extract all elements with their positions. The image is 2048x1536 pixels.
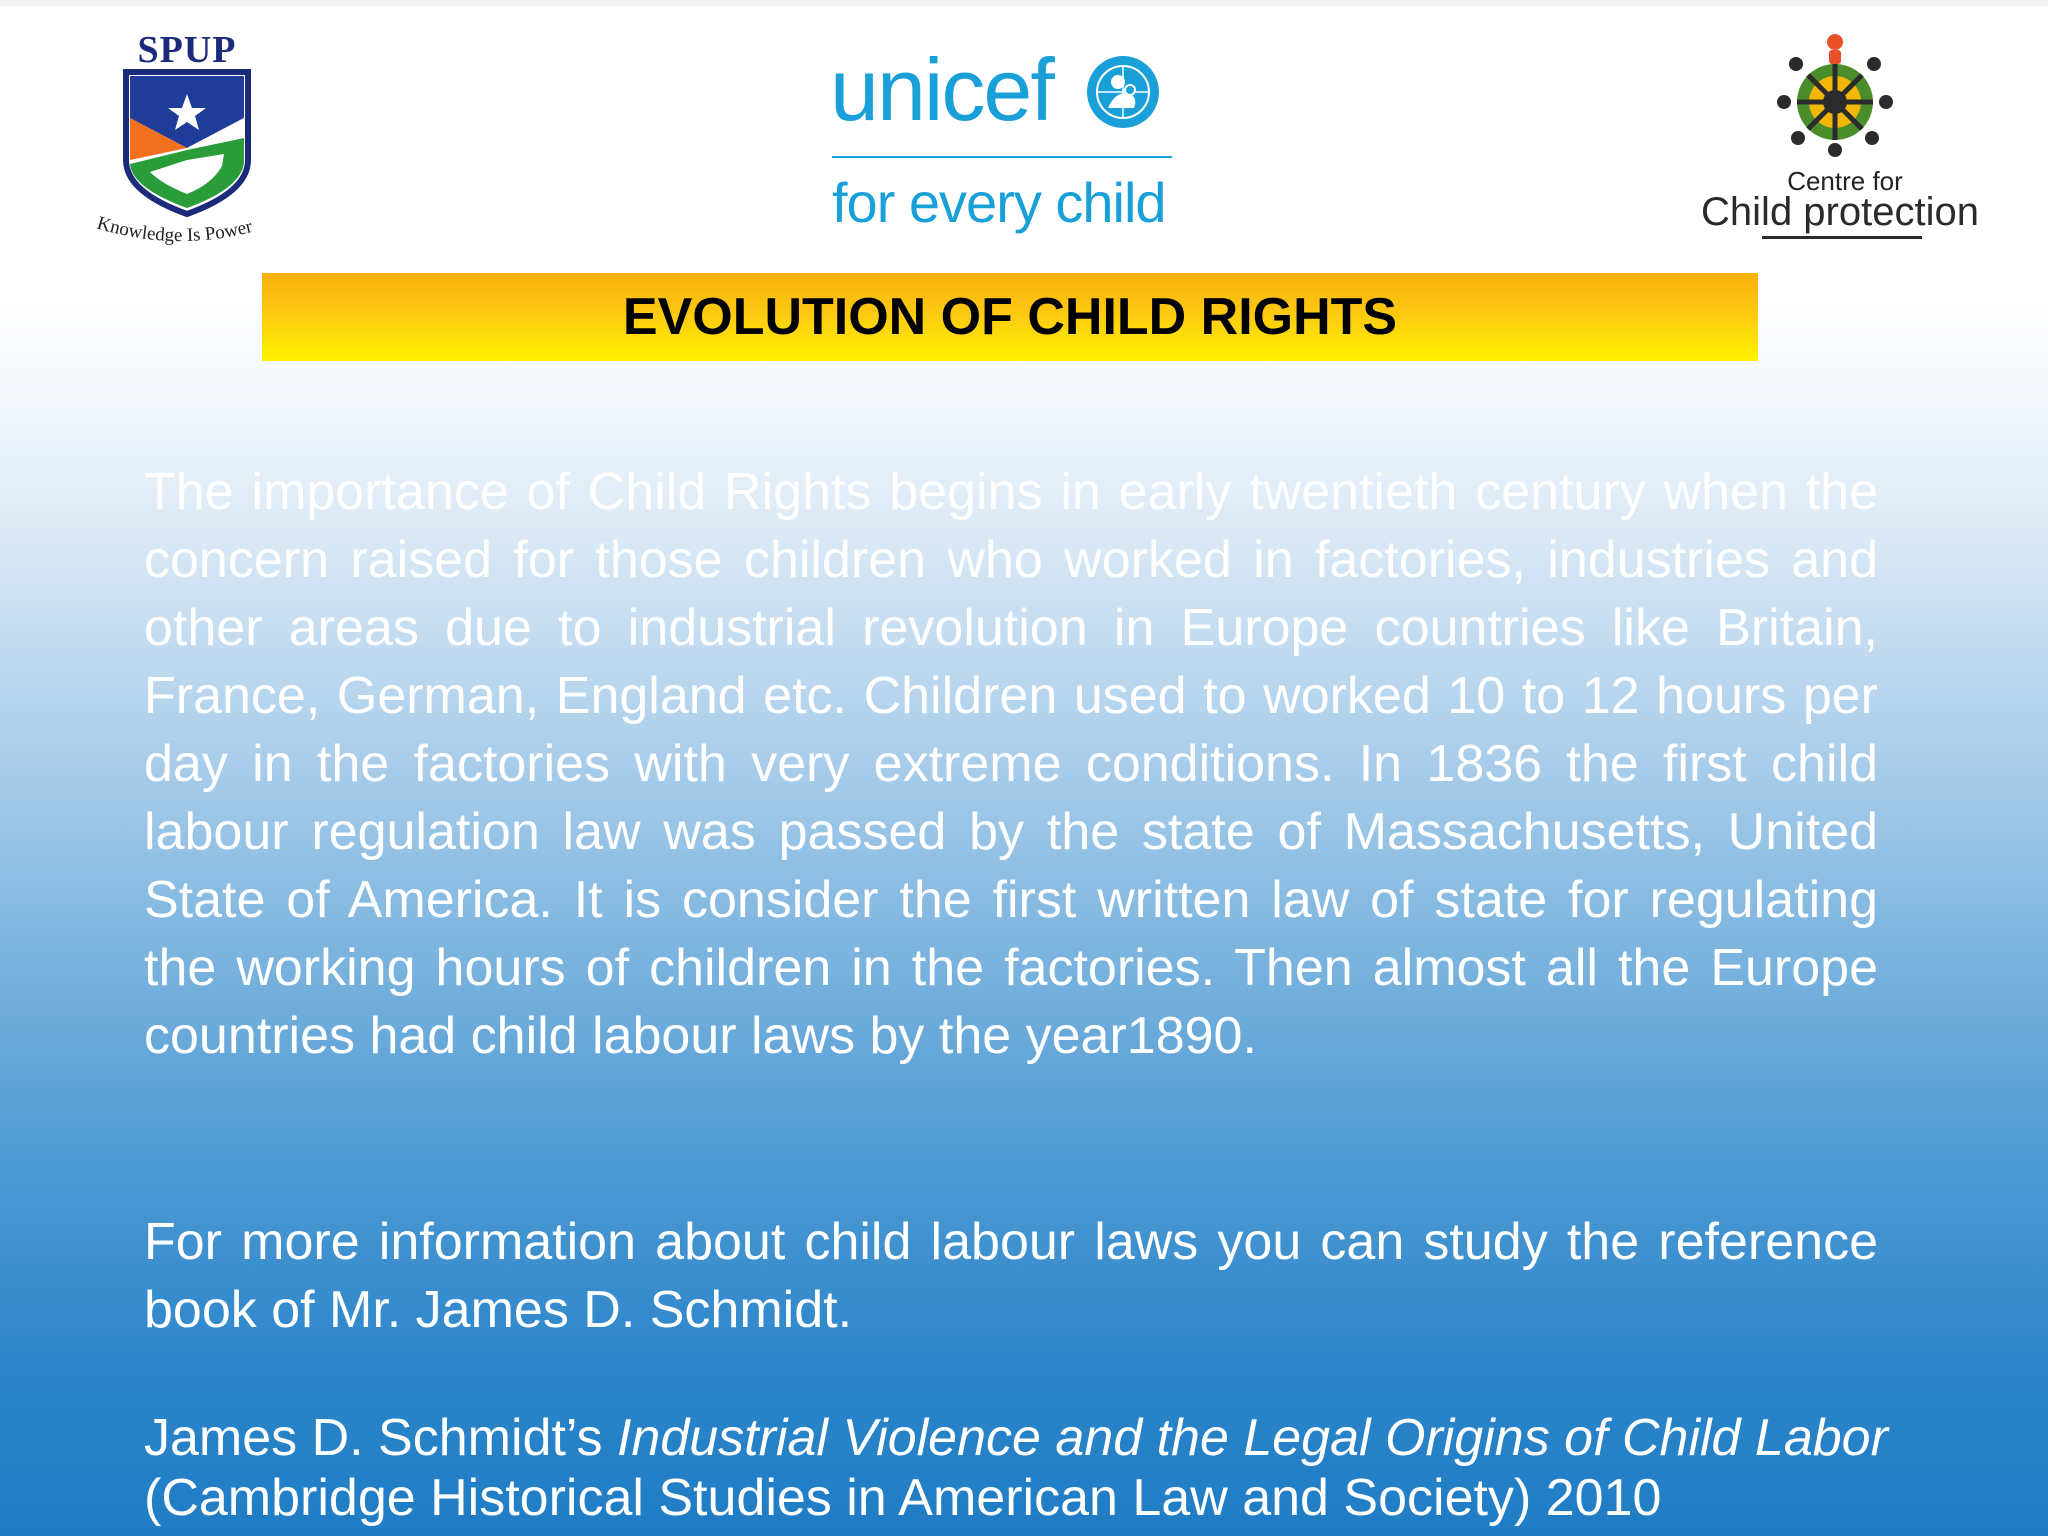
main-paragraph: The importance of Child Rights begins in early twentieth century when the concern raised for those children who worked in factories, industries and other areas due to industrial revolution in Europe countries like Britain, France, German, England etc. Children used to worked 10 to 12 hours per day in the factories with very extreme conditions. In 1836 the first child labour regulation law was passed by the state of Massachusetts, United State of America. It is consider the first written law of state for regulating the working hours of children in the factories. Then almost all the Europe countries had child labour laws by the year1890.: [144, 463, 1878, 1065]
spup-logo-title: SPUP: [137, 29, 237, 71]
reference-series: (Cambridge Historical Studies in American Law and Society) 2010: [144, 1469, 1662, 1527]
child-protection-line2: Child protection: [1701, 190, 1979, 234]
svg-text:Knowledge Is Power: Knowledge Is Power: [94, 216, 255, 247]
child-protection-logo: [1690, 30, 1980, 240]
top-strip: [0, 0, 2048, 6]
title-banner: [262, 273, 1758, 361]
child-protection-underline: [1762, 236, 1922, 239]
page-title: EVOLUTION OF CHILD RIGHTS: [622, 288, 1398, 346]
unicef-divider: [832, 156, 1172, 158]
spup-logo: [92, 28, 282, 263]
reference-book-title: Industrial Violence and the Legal Origins of Child Labor: [616, 1409, 1888, 1467]
unicef-emblem-icon: [1078, 50, 1168, 140]
reference-citation: [144, 1408, 1888, 1528]
reference-author: James D. Schmidt’s: [144, 1409, 617, 1467]
child-protection-line1: Centre for: [1787, 166, 1903, 196]
child-protection-emblem-icon: [1770, 30, 1900, 160]
unicef-wordmark: unicef: [830, 40, 1053, 139]
spup-shield-icon: [122, 68, 252, 218]
spup-motto: [92, 216, 282, 266]
more-info-paragraph: For more information about child labour laws you can study the reference book of Mr. James D. Schmidt.: [144, 1213, 1878, 1339]
unicef-logo: [820, 40, 1180, 240]
unicef-tagline: for every child: [832, 171, 1166, 234]
